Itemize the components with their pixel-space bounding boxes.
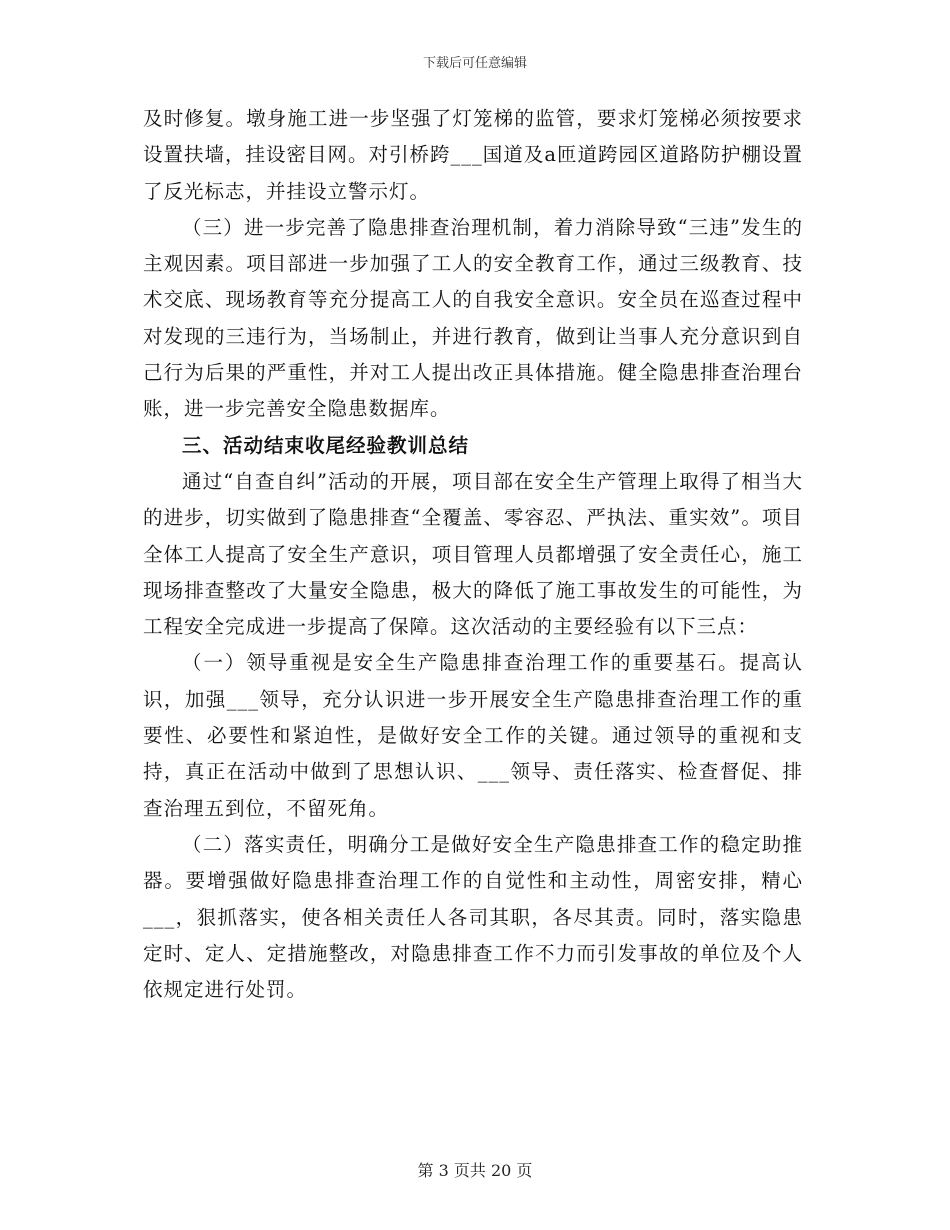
page-header: 下载后可任意编辑 bbox=[422, 56, 527, 71]
paragraph-2: （三）进一步完善了隐患排查治理机制，着力消除导致“三违”发生的主观因素。项目部进一步加强了工人的安全教育工作，通过三级教育、技术交底、现场教育等充分提高工人的自我安全意识。安全员在巡查过程中对发现的三违行为，当场制止，并进行教育，做到让当事人充分意识到自己行为后果的严重性，并对工人提出改正具体措施。健全隐患排查治理台账，进一步完善安全隐患数据库。 bbox=[143, 215, 803, 421]
document-body bbox=[143, 101, 803, 1008]
paragraph-5: （二）落实责任，明确分工是做好安全生产隐患排查工作的稳定助推器。要增强做好隐患排查治理工作的自觉性和主动性，周密安排，精心___，狠抓落实，使各相关责任人各司其职，各尽其责。同时，落实隐患定时、定人、定措施整改，对隐患排查工作不力而引发事故的单位及个人依规定进行处罚。 bbox=[143, 832, 803, 1002]
paragraph-4: （一）领导重视是安全生产隐患排查治理工作的重要基石。提高认识，加强___领导，充分认识进一步开展安全生产隐患排查治理工作的重要性、必要性和紧迫性，是做好安全工作的关键。通过领导的重视和支持，真正在活动中做到了思想认识、___领导、责任落实、检查督促、排查治理五到位，不留死角。 bbox=[143, 651, 803, 820]
paragraph-3: 通过“自查自纠”活动的开展，项目部在安全生产管理上取得了相当大的进步，切实做到了隐患排查“全覆盖、零容忍、严执法、重实效”。项目全体工人提高了安全生产意识，项目管理人员都增强了安全责任心，施工现场排查整改了大量安全隐患，极大的降低了施工事故发生的可能性，为工程安全完成进一步提高了保障。这次活动的主要经验有以下三点： bbox=[143, 469, 803, 639]
paragraph-1: 及时修复。墩身施工进一步坚强了灯笼梯的监管，要求灯笼梯必须按要求设置扶墙，挂设密目网。对引桥跨___国道及a匝道跨园区道路防护棚设置了反光标志，并挂设立警示灯。 bbox=[143, 107, 803, 203]
page-footer: 第 3 页共 20 页 bbox=[417, 1161, 533, 1180]
section-heading: 三、活动结束收尾经验教训总结 bbox=[182, 433, 470, 457]
